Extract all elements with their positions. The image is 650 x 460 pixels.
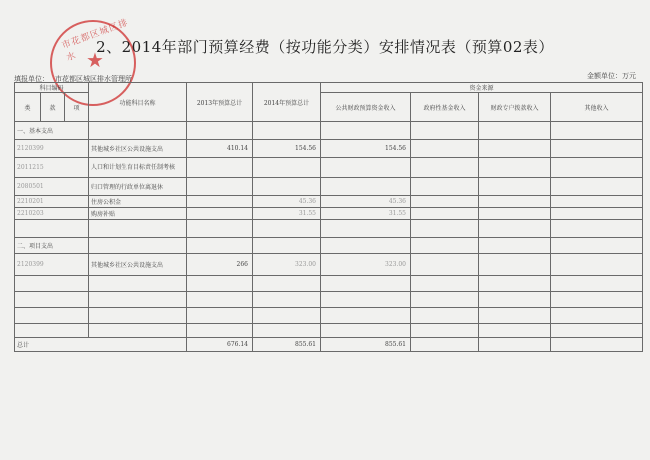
row-public-finance: 31.55 [321,208,411,220]
row-public-finance: 323.00 [321,254,411,276]
row-total-2014 [253,122,321,140]
row-other-income [551,140,643,158]
row-code [15,308,89,324]
row-code: 二、项目支出 [15,238,89,254]
row-public-finance [321,238,411,254]
total-label: 总计 [15,338,187,352]
row-code: 2080501 [15,178,89,196]
table-row [15,220,643,238]
row-name [89,220,187,238]
row-special-account [479,238,551,254]
row-other-income [551,292,643,308]
subject-code-header: 科目编码 [15,83,89,93]
total-2014-header: 2014年预算总计 [253,83,321,122]
row-public-finance [321,122,411,140]
row-total-2013: 410.14 [187,140,253,158]
table-row [15,208,643,220]
table-row [15,276,643,292]
row-total-2013 [187,276,253,292]
row-name [89,276,187,292]
row-total-2014 [253,158,321,178]
row-other-income [551,324,643,338]
other-income-header: 其他收入 [551,93,643,122]
seal-text: 市花都区城区排水 [60,17,130,64]
row-other-income [551,220,643,238]
row-special-account [479,220,551,238]
row-name: 人口和计划生育目标责任制考核 [89,158,187,178]
row-special-account [479,208,551,220]
row-public-finance [321,324,411,338]
row-code: 2011215 [15,158,89,178]
row-public-finance [321,308,411,324]
category-kuan-header: 款 [41,93,65,122]
row-gov-fund [411,324,479,338]
row-special-account [479,292,551,308]
row-special-account [479,158,551,178]
row-total-2013 [187,220,253,238]
fund-source-header: 资金来源 [321,83,643,93]
row-name [89,308,187,324]
total-2013: 676.14 [187,338,253,352]
row-total-2013: 266 [187,254,253,276]
special-account-header: 财政专户拨款收入 [479,93,551,122]
row-name: 住房公积金 [89,196,187,208]
public-finance-header: 公共财政预算资金收入 [321,93,411,122]
table-row [15,178,643,196]
gov-fund-header: 政府性基金收入 [411,93,479,122]
row-code: 2120399 [15,254,89,276]
page-title: 2、2014年部门预算经费（按功能分类）安排情况表（预算02表） [96,38,554,56]
table-row [15,196,643,208]
row-other-income [551,158,643,178]
row-total-2013 [187,122,253,140]
row-gov-fund [411,196,479,208]
total-public-finance: 855.61 [321,338,411,352]
row-name: 购房补贴 [89,208,187,220]
row-other-income [551,196,643,208]
row-special-account [479,308,551,324]
row-total-2013 [187,238,253,254]
row-name: 其他城乡社区公共设施支出 [89,254,187,276]
row-gov-fund [411,276,479,292]
reporting-unit-label: 填报单位： [14,75,49,83]
total-2014: 855.61 [253,338,321,352]
row-public-finance [321,220,411,238]
row-total-2013 [187,308,253,324]
row-gov-fund [411,158,479,178]
row-total-2014: 31.55 [253,208,321,220]
row-public-finance: 45.36 [321,196,411,208]
row-other-income [551,254,643,276]
row-special-account [479,254,551,276]
table-row [15,158,643,178]
row-name [89,238,187,254]
row-special-account [479,122,551,140]
row-name [89,122,187,140]
table-row [15,254,643,276]
row-public-finance [321,276,411,292]
row-total-2013 [187,158,253,178]
row-gov-fund [411,254,479,276]
row-public-finance [321,178,411,196]
table-row [15,140,643,158]
row-name: 归口管理的行政单位离退休 [89,178,187,196]
row-total-2014: 154.56 [253,140,321,158]
row-total-2013 [187,178,253,196]
row-code [15,220,89,238]
star-icon: ★ [86,48,104,72]
row-gov-fund [411,178,479,196]
row-code [15,276,89,292]
row-public-finance: 154.56 [321,140,411,158]
row-code [15,324,89,338]
row-total-2014 [253,220,321,238]
table-row [15,292,643,308]
row-other-income [551,276,643,292]
total-row [15,338,643,352]
row-gov-fund [411,238,479,254]
row-total-2014 [253,238,321,254]
table-row [15,122,643,140]
row-code [15,292,89,308]
total-special-account [479,338,551,352]
row-total-2013 [187,208,253,220]
row-name [89,292,187,308]
row-total-2014 [253,292,321,308]
row-name: 其他城乡社区公共设施支出 [89,140,187,158]
row-total-2014: 45.36 [253,196,321,208]
total-2013-header: 2013年预算总计 [187,83,253,122]
category-xiang-header: 项 [65,93,89,122]
row-other-income [551,208,643,220]
row-special-account [479,196,551,208]
row-gov-fund [411,292,479,308]
row-total-2014: 323.00 [253,254,321,276]
row-gov-fund [411,308,479,324]
row-other-income [551,122,643,140]
row-code: 2120399 [15,140,89,158]
row-total-2014 [253,178,321,196]
table-row [15,238,643,254]
row-gov-fund [411,208,479,220]
row-name [89,324,187,338]
row-total-2013 [187,292,253,308]
table-row [15,308,643,324]
total-gov-fund [411,338,479,352]
row-total-2014 [253,308,321,324]
row-code: 2210201 [15,196,89,208]
category-lei-header: 类 [15,93,41,122]
row-total-2013 [187,324,253,338]
row-other-income [551,178,643,196]
row-public-finance [321,292,411,308]
row-public-finance [321,158,411,178]
row-code: 一、基本支出 [15,122,89,140]
row-other-income [551,308,643,324]
row-total-2014 [253,324,321,338]
row-code: 2210203 [15,208,89,220]
budget-table [14,82,643,352]
amount-unit: 金额单位：万元 [587,72,636,80]
row-special-account [479,276,551,292]
row-other-income [551,238,643,254]
row-special-account [479,178,551,196]
row-total-2013 [187,196,253,208]
functional-subject-name-header: 功能科目名称 [89,83,187,122]
row-gov-fund [411,220,479,238]
row-total-2014 [253,276,321,292]
table-row [15,324,643,338]
row-special-account [479,324,551,338]
reporting-unit-name: 市花都区城区排水管理所 [55,75,132,83]
row-special-account [479,140,551,158]
total-other-income [551,338,643,352]
row-gov-fund [411,122,479,140]
row-gov-fund [411,140,479,158]
